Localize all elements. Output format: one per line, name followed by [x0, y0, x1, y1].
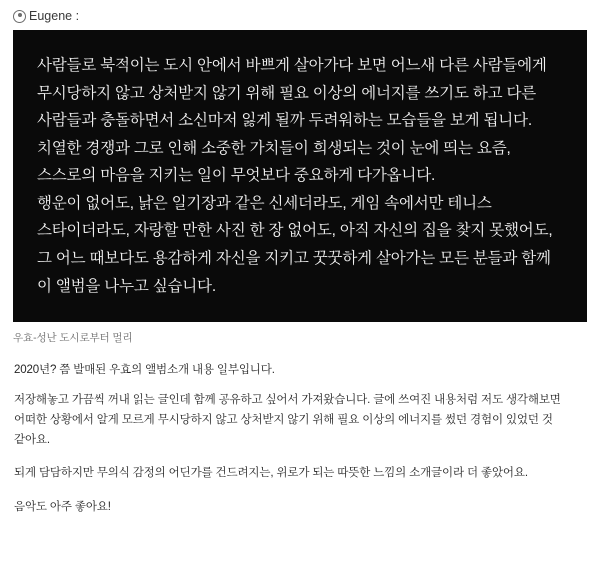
body-paragraph-2: 저장해놓고 가끔씩 꺼내 읽는 글인데 함께 공유하고 싶어서 가져왔습니다. 글에 쓰여진 내용처럼 저도 생각해보면 어떠한 상황에서 알게 모르게 무시당하지 않고 상처받지 않기 위해 필요 이상의 에너지를 썼던 경험이 있었던 것 같아요. [14, 393, 561, 446]
quote-paragraph-1: 사람들로 북적이는 도시 안에서 바쁘게 살아가다 보면 어느새 다른 사람들에게 무시당하지 않고 상처받지 않기 위해 필요 이상의 에너지를 쓰기도 하고 다른 사람들과 충돌하면서 소신마저 잃게 될까 두려워하는 모습들을 보게 됩니다. [37, 57, 547, 130]
user-avatar-icon [13, 10, 26, 23]
quote-block [13, 30, 587, 322]
body-paragraph-1: 2020년? 쯤 발매된 우효의 앨범소개 내용 일부입니다. [14, 364, 275, 377]
body-paragraph-4: 음악도 아주 좋아요! [14, 501, 111, 514]
body-text [14, 345, 586, 518]
quote-paragraph-3: 행운이 없어도, 낡은 일기장과 같은 신세더라도, 게임 속에서만 테니스 스타이더라도, 자랑할 만한 사진 한 장 없어도, 아직 자신의 집을 찾지 못했어도, 그 어느 때보다도 용감하게 자신을 지키고 꿋꿋하게 살아가는 모든 분들과 함께 이 앨범을 나누고 싶습니다. [37, 194, 553, 295]
author-row [0, 0, 600, 30]
author-name: Eugene : [29, 9, 80, 23]
quote-caption: 우효-성난 도시로부터 멀리 [13, 332, 133, 345]
quote-paragraph-2: 치열한 경쟁과 그로 인해 소중한 가치들이 희생되는 것이 눈에 띄는 요즘, 스스로의 마음을 지키는 일이 무엇보다 중요하게 다가옵니다. [37, 139, 511, 185]
body-paragraph-3: 되게 담담하지만 무의식 감정의 어딘가를 건드려지는, 위로가 되는 따뜻한 느낌의 소개글이라 더 좋았어요. [14, 467, 528, 480]
